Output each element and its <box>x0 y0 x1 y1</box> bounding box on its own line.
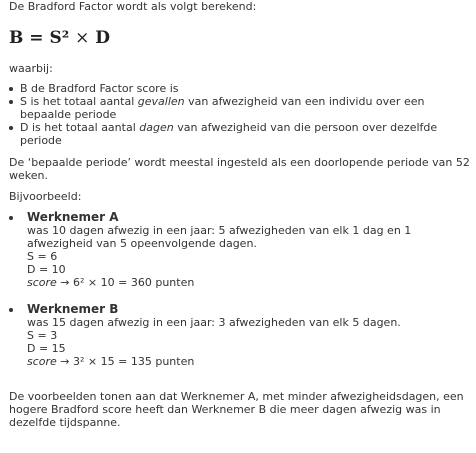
formula-rhs: D <box>89 28 111 48</box>
example-score: score → 6² × 10 = 360 punten <box>27 276 195 289</box>
definition-s: S is het totaal aantal gevallen van afwezigheid van een individu over een bepaalde periode <box>9 95 471 121</box>
example-s-value: S = 3 <box>27 329 58 342</box>
definition-d: D is het totaal aantal dagen van afwezigheid van die persoon over dezelfde periode <box>9 121 471 147</box>
dagen-emphasis: dagen <box>139 121 174 134</box>
example-score: score → 3² × 15 = 135 punten <box>27 355 195 368</box>
example-list <box>9 211 471 368</box>
gevallen-emphasis: gevallen <box>137 95 185 108</box>
example-description: was 10 dagen afwezig in een jaar: 5 afwezigheden van elk 1 dag en 1 afwezigheid van 5 opeenvolgende dagen. <box>27 224 412 250</box>
bradford-formula <box>9 28 471 48</box>
definition-b: B de Bradford Factor score is <box>9 82 471 95</box>
formula-times: × <box>75 28 90 48</box>
period-paragraph: De ‘bepaalde periode’ wordt meestal ingesteld als een doorlopende periode van 52 weken. <box>9 156 470 182</box>
example-employee-b <box>9 303 471 368</box>
example-d-value: D = 15 <box>27 342 66 355</box>
formula-lhs: B = S² <box>9 28 76 48</box>
example-description: was 15 dagen afwezig in een jaar: 3 afwezigheden van elk 5 dagen. <box>27 316 401 329</box>
conclusion-paragraph: De voorbeelden tonen aan dat Werknemer A, met minder afwezigheidsdagen, een hogere Bradford score heeft dan Werknemer B die meer dagen afwezig was in dezelfde tijdspanne. <box>9 390 464 429</box>
example-s-value: S = 6 <box>27 250 58 263</box>
example-intro: Bijvoorbeeld: <box>9 190 82 203</box>
example-title: Werknemer B <box>27 302 119 316</box>
definition-list <box>9 82 471 147</box>
intro-text: De Bradford Factor wordt als volgt berekend: <box>9 0 257 13</box>
where-label: waarbij: <box>9 62 53 75</box>
example-employee-a <box>9 211 471 289</box>
article-content <box>9 0 471 429</box>
example-d-value: D = 10 <box>27 263 66 276</box>
example-title: Werknemer A <box>27 210 119 224</box>
